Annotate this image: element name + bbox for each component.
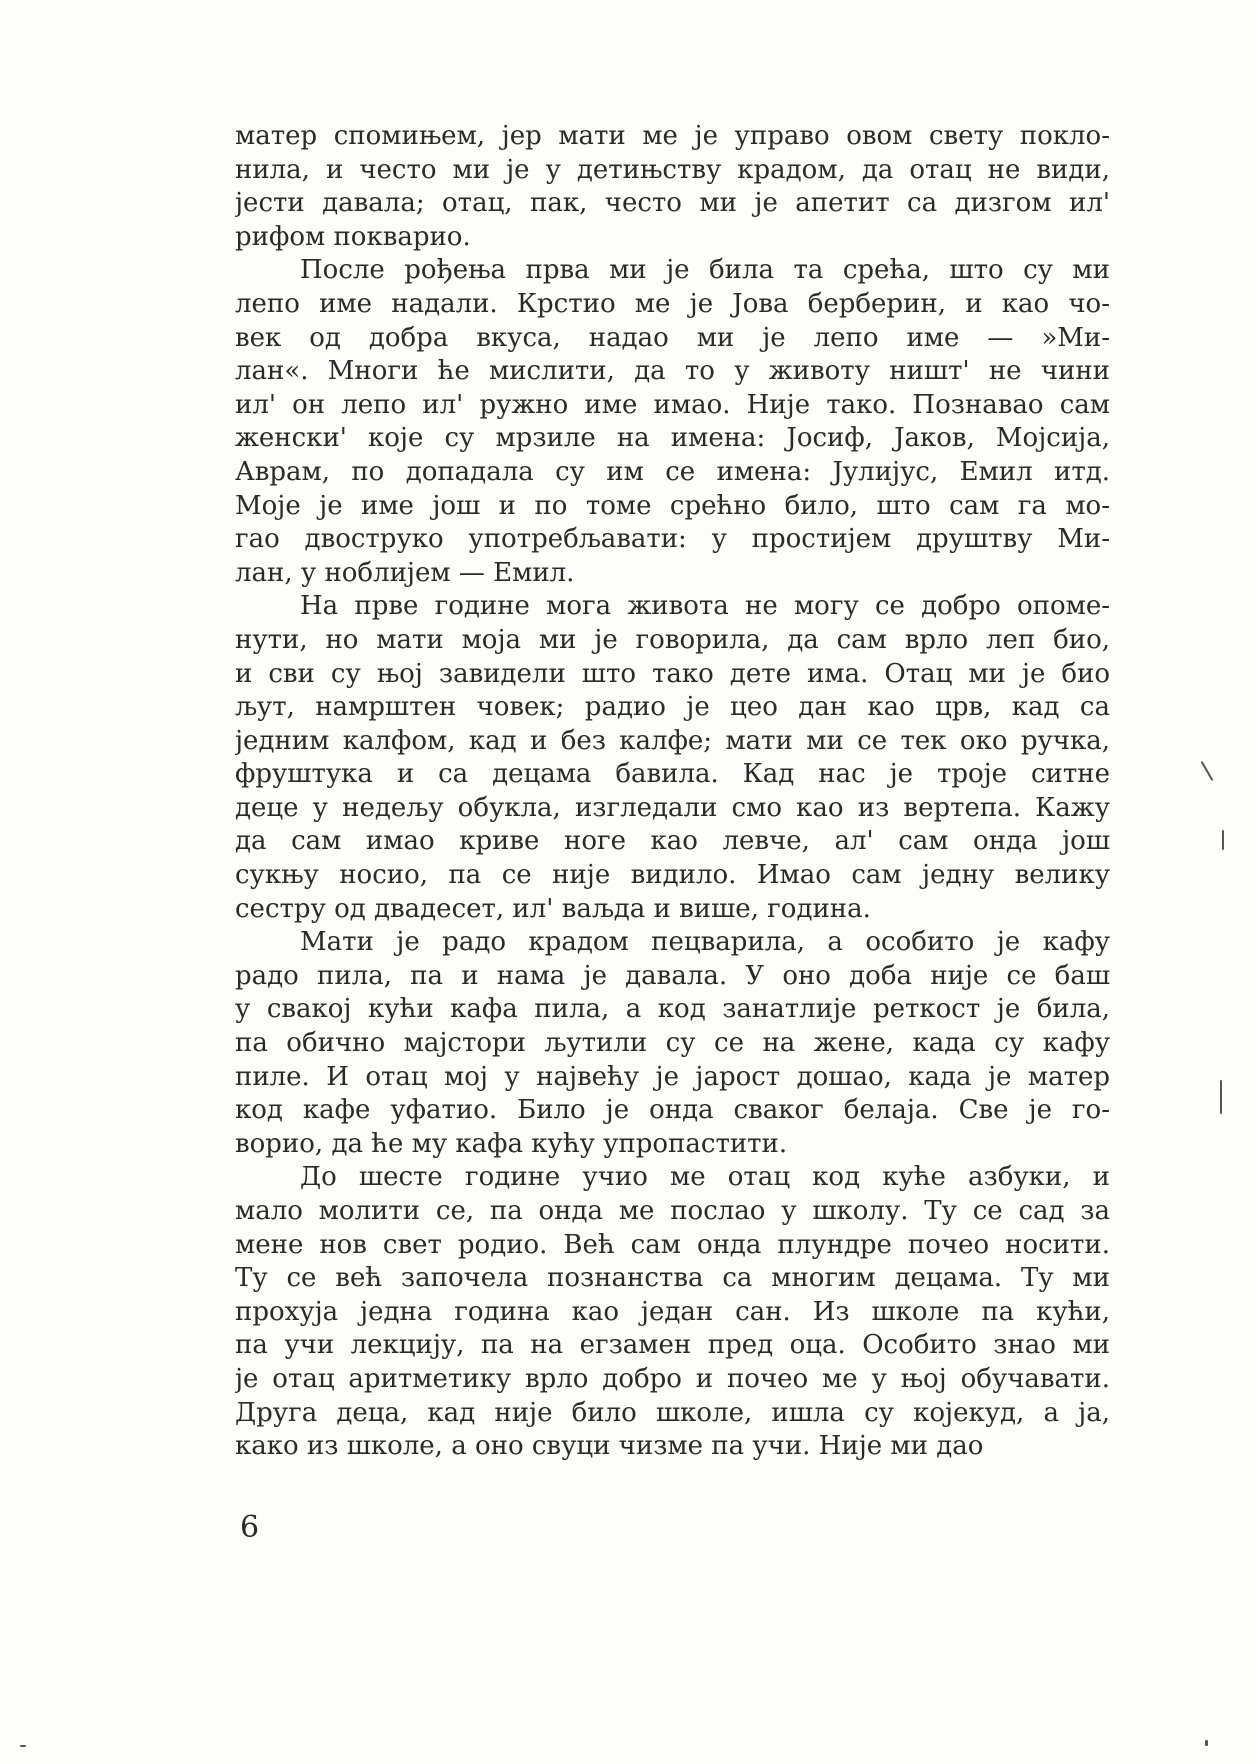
text-line: нила, и често ми је у детињству крадом, да отац не види, <box>235 154 1110 185</box>
text-line: Моје је име још и по томе срећно било, што сам га мо- <box>235 490 1110 521</box>
text-line: Мати је радо крадом пецварила, а особито је кафу <box>300 927 1110 958</box>
page-number: 6 <box>240 1510 260 1545</box>
paragraph <box>235 1161 1110 1463</box>
text-line: ворио, да ће му кафа кућу упропастити. <box>235 1128 788 1159</box>
text-line: лепо име надали. Крстио ме је Јова берберин, и као чо- <box>235 288 1110 319</box>
text-line: нути, но мати моја ми је говорила, да сам врло леп био, <box>235 624 1110 655</box>
text-line: па учи лекцију, па на егзамен пред оца. Особито знао ми <box>235 1330 1110 1361</box>
text-line: гао двоструко употребљавати: у простијем друштву Ми- <box>235 524 1110 555</box>
text-line: прохуја једна година као један сан. Из школе па кући, <box>235 1296 1110 1327</box>
text-line: како из школе, а оно свуци чизме па учи. Није ми дао <box>235 1431 984 1462</box>
text-line: јести давала; отац, пак, често ми је апетит са дизгом ил' <box>235 188 1110 219</box>
text-line: мене нов свет родио. Већ сам онда плундре почео носити. <box>235 1229 1110 1260</box>
paragraph <box>235 254 1110 590</box>
text-line: ил' он лепо ил' ружно име имао. Није тако. Познавао сам <box>235 389 1110 420</box>
paragraph <box>235 926 1110 1161</box>
text-line: сестру од двадесет, ил' ваљда и више, година. <box>235 893 871 924</box>
text-line: деце у недељу обукла, изгледали смо као из вертепа. Кажу <box>235 792 1110 823</box>
scan-mark <box>1201 761 1214 781</box>
paragraph <box>235 120 1110 254</box>
scan-mark <box>1205 1740 1208 1746</box>
text-line: мало молити се, па онда ме послао у школу. Ту се сад за <box>235 1196 1110 1226</box>
text-line: лан«. Многи ће мислити, да то у животу ништ' не чини <box>235 356 1110 387</box>
text-line: матер спомињем, јер мати ме је управо овом свету покло- <box>235 121 1110 151</box>
text-line: је отац аритметику врло добро и почео ме у њој обучавати. <box>235 1363 1110 1394</box>
text-line: Ту се већ започела познанства са многим децама. Ту ми <box>235 1263 1110 1294</box>
text-line: фруштука и са децама бавила. Кад нас је троје ситне <box>235 759 1110 790</box>
text-line: сукњу носио, па се није видило. Имао сам једну велику <box>235 860 1110 891</box>
text-line: љут, намрштен човек; радио је цео дан као црв, кад са <box>235 692 1110 723</box>
text-line: На прве године мога живота не могу се добро опоме- <box>300 591 1110 622</box>
text-line: Друга деца, кад није било школе, ишла су којекуд, а ја, <box>235 1397 1110 1428</box>
text-line: да сам имао криве ноге као левче, ал' сам онда још <box>235 826 1110 857</box>
text-line: и сви су њој завидели што тако дете има. Отац ми је био <box>235 658 1110 689</box>
text-line: женски' које су мрзиле на имена: Јосиф, Јаков, Мојсија, <box>235 423 1110 454</box>
text-line: век од добра вкуса, надао ми је лепо име — »Ми- <box>235 322 1110 353</box>
paragraph <box>235 590 1110 926</box>
text-line: рифом покварио. <box>235 221 471 252</box>
body-text <box>235 120 1110 1464</box>
text-line: код кафе уфатио. Било је онда сваког белаја. Све је го- <box>235 1095 1110 1126</box>
text-line: па обично мајстори љутили су се на жене, када су кафу <box>235 1028 1110 1059</box>
text-line: у свакој кући кафа пила, а код занатлије реткост је била, <box>235 994 1110 1025</box>
text-line: лан, у ноблијем — Емил. <box>235 557 575 588</box>
text-line: После рођења прва ми је била та срећа, што су ми <box>300 255 1110 286</box>
scan-mark <box>1220 1080 1222 1114</box>
text-line: радо пила, па и нама је давала. У оно доба није се баш <box>235 960 1110 991</box>
text-line: пиле. И отац мој у највећу је јарост дошао, када је матер <box>235 1061 1110 1092</box>
scan-mark <box>20 1745 26 1747</box>
text-line: Аврам, по допадала су им се имена: Јулијус, Емил итд. <box>235 456 1110 487</box>
scan-mark <box>1222 830 1224 850</box>
text-line: једним калфом, кад и без калфе; мати ми се тек око ручка, <box>235 725 1110 756</box>
text-line: До шесте године учио ме отац код куће азбуки, и <box>300 1162 1110 1193</box>
